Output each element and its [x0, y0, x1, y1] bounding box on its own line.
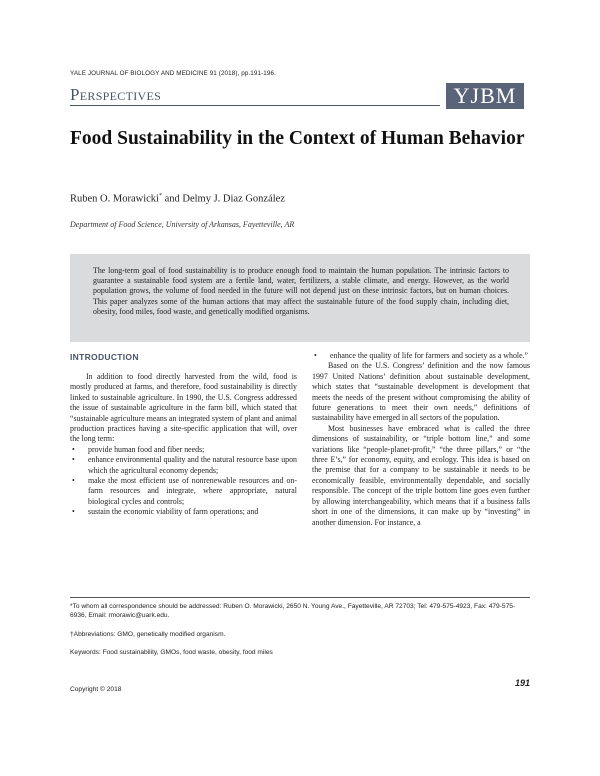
correspondence-footnote: *To whom all correspondence should be addressed: Ruben O. Morawicki, 2650 N. Young Ave., Fayetteville, AR 72703; Tel: 479-575-4923, Fax: 479-575-6936, Email: rmorawic@uark.edu.	[70, 603, 516, 620]
affiliation: Department of Food Science, University of Arkansas, Fayetteville, AR	[70, 220, 295, 229]
list-item: • make the most efficient use of nonrenewable resources and on-farm resources and integrate, where appropriate, natural biological cycles and controls;	[72, 476, 297, 506]
bullet-icon: •	[314, 351, 317, 360]
correspondence-mark: *	[158, 193, 162, 199]
intro-paragraph-1: In addition to food directly harvested from the wild, food is mostly produced at farms, and therefore, food sustainability is directly linked to sustainable agriculture. In 1990, the U.S. Congress addressed the issue of sustainable agriculture in the farm bill, which stated that “sustainable agriculture means an integrated system of plant and animal production practices having a site-specific application that will, over the long term:	[70, 372, 297, 444]
list-item: • sustain the economic viability of farm operations; and	[72, 507, 259, 517]
bullet-icon: •	[72, 455, 75, 465]
abbreviations-footnote: †Abbreviations: GMO, genetically modified organism.	[70, 631, 226, 638]
section-label: Perspectives	[70, 85, 162, 104]
page-number: 191	[514, 678, 530, 688]
section-divider	[70, 105, 440, 106]
right-column	[312, 351, 530, 528]
bullet-icon: •	[72, 444, 75, 454]
abstract-box	[70, 254, 530, 342]
list-item: • enhance the quality of life for farmers and society as a whole.”	[314, 351, 529, 360]
author-secondary: and Delmy J. Diaz González	[161, 193, 285, 205]
section-heading-introduction: INTRODUCTION	[70, 352, 139, 362]
list-item: • provide human food and fiber needs;	[72, 444, 205, 454]
article-title: Food Sustainability in the Context of Human Behavior	[70, 128, 525, 149]
bullet-icon: •	[72, 476, 75, 486]
abstract-text: The long-term goal of food sustainability is to produce enough food to maintain the human population. The intrinsic factors to guarantee a sustainable food system are a fertile land, water, fertilizers, a stable climate, and energy. However, as the world population grows, the volume of food needed in the future will not depend just on these intrinsic factors, but on human choices. This paper analyzes some of the human actions that may affect the sustainable future of the food supply chain, including diet, obesity, food miles, food waste, and genetically modified organisms.	[93, 266, 509, 316]
intro-paragraph-3: Most businesses have embraced what is called the three dimensions of sustainability, or “triple bottom line,” and some variations like “people-planet-profit,” “the three pillars,” or “the three E’s,” for economy, equity, and ecology. This idea is based on the premise that for a company to be sustainable it needs to be economically feasible, environmentally dependable, and socially responsible. The concept of the triple bottom line goes even further by allowing interchangeability, which means that if a business falls short in one of the dimensions, it can make up by “investing” in another dimension. For instance, a	[312, 423, 530, 527]
left-column	[70, 372, 297, 518]
sustainability-goals-list-continued	[312, 351, 530, 361]
keywords-footnote: Keywords: Food sustainability, GMOs, food waste, obesity, food miles	[70, 649, 273, 656]
copyright: Copyright © 2018	[70, 686, 122, 693]
footnote-divider	[70, 597, 530, 598]
journal-citation: YALE JOURNAL OF BIOLOGY AND MEDICINE 91 (2018), pp.191-196.	[70, 70, 276, 77]
author-list	[70, 193, 285, 205]
bullet-icon: •	[72, 507, 75, 517]
list-item: • enhance environmental quality and the natural resource base upon which the agricultural economy depends;	[72, 455, 297, 475]
author-primary: Ruben O. Morawicki	[70, 193, 159, 205]
sustainability-goals-list	[70, 445, 297, 518]
journal-logo: YJBM	[446, 83, 524, 109]
intro-paragraph-2: Based on the U.S. Congress’ definition and the now famous 1997 United Nations’ definition about sustainable development, which states that “sustainable development is development that meets the needs of the present without compromising the ability of future generations to meet their own needs,” definitions of sustainability have emerged in all sectors of the population.	[312, 361, 530, 423]
